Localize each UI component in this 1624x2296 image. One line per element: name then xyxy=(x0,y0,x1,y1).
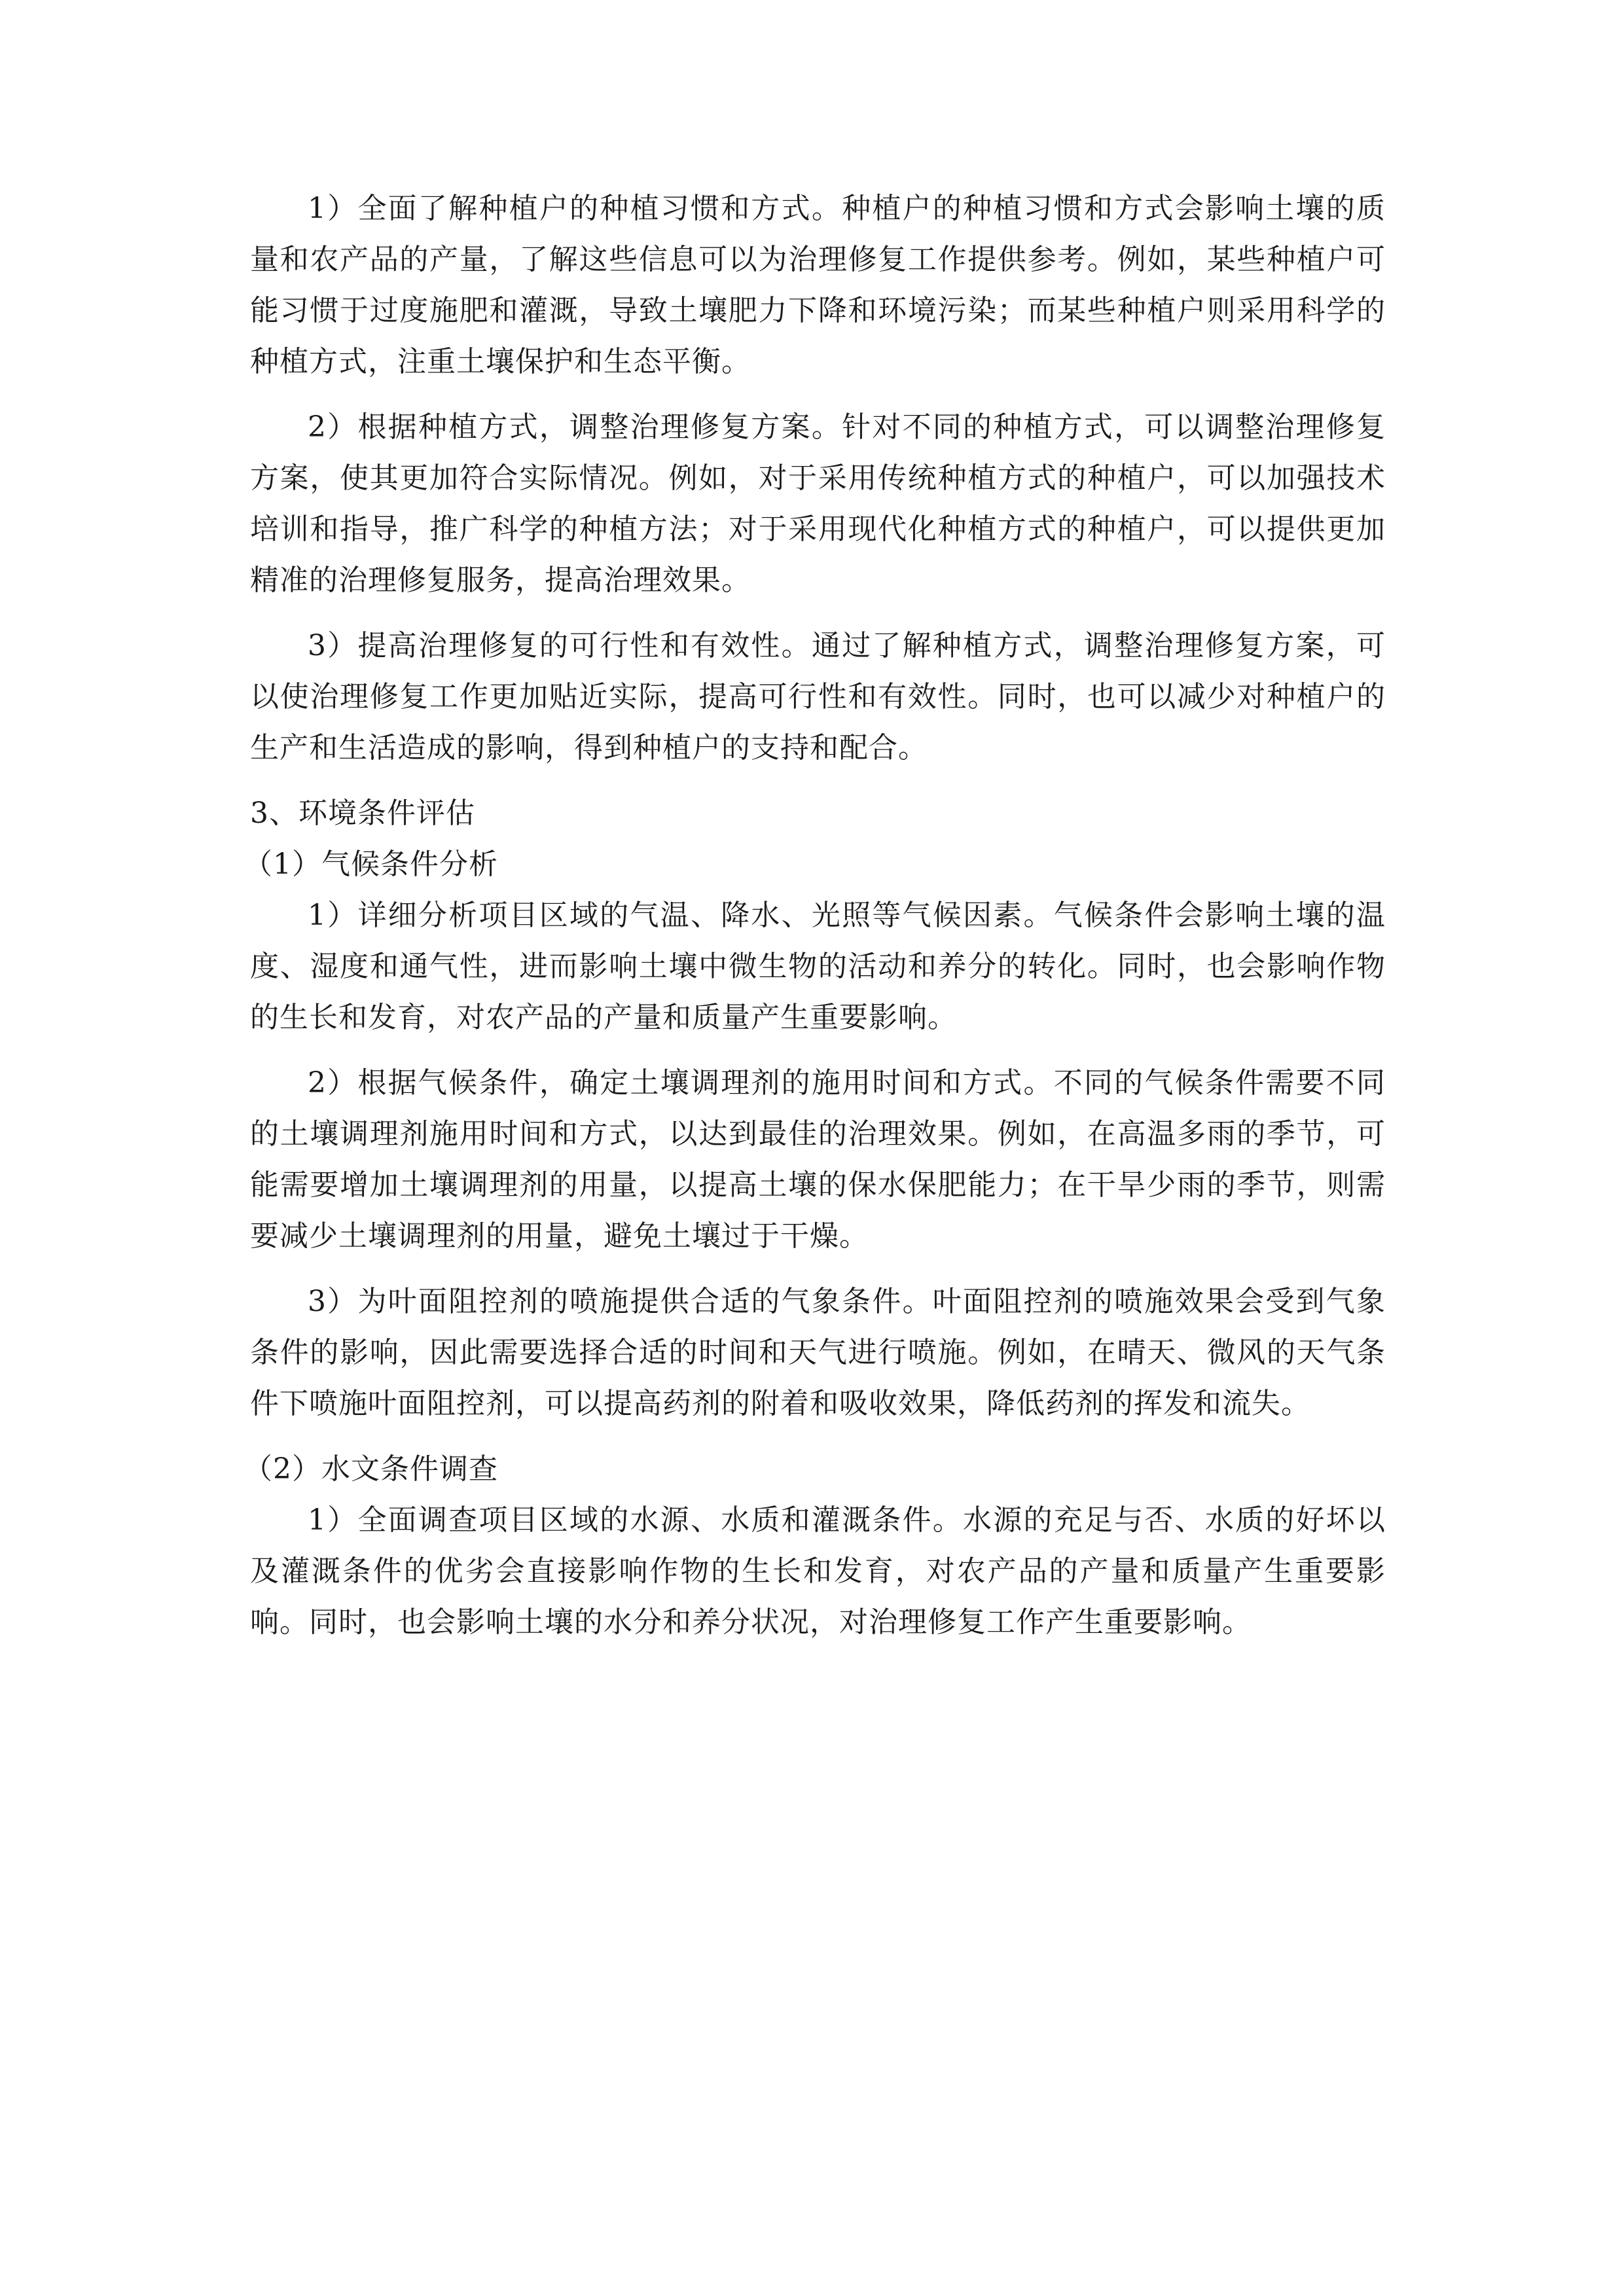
paragraph-adjust-plan: 2）根据种植方式，调整治理修复方案。针对不同的种植方式，可以调整治理修复方案，使其更加符合实际情况。例如，对于采用传统种植方式的种植户，可以加强技术培训和指导，推广科学的种植方法；对于采用现代化种植方式的种植户，可以提供更加精准的治理修复服务，提高治理效果。 xyxy=(250,410,1386,597)
paragraph-conditioner-timing: 2）根据气候条件，确定土壤调理剂的施用时间和方式。不同的气候条件需要不同的土壤调理剂施用时间和方式，以达到最佳的治理效果。例如，在高温多雨的季节，可能需要增加土壤调理剂的用量，以提高土壤的保水保肥能力；在干旱少雨的季节，则需要减少土壤调理剂的用量，避免土壤过于干燥。 xyxy=(250,1066,1386,1253)
paragraph-planting-habits: 1）全面了解种植户的种植习惯和方式。种植户的种植习惯和方式会影响土壤的质量和农产品的产量，了解这些信息可以为治理修复工作提供参考。例如，某些种植户可能习惯于过度施肥和灌溉，导致土壤肥力下降和环境污染；而某些种植户则采用科学的种植方式，注重土壤保护和生态平衡。 xyxy=(250,192,1386,378)
paragraph-feasibility: 3）提高治理修复的可行性和有效性。通过了解种植方式，调整治理修复方案，可以使治理修复工作更加贴近实际，提高可行性和有效性。同时，也可以减少对种植户的生产和生活造成的影响，得到种植户的支持和配合。 xyxy=(250,629,1386,764)
document-body xyxy=(244,183,1386,1648)
paragraph-climate-factors: 1）详细分析项目区域的气温、降水、光照等气候因素。气候条件会影响土壤的温度、湿度和通气性，进而影响土壤中微生物的活动和养分的转化。同时，也会影响作物的生长和发育，对农产品的产量和质量产生重要影响。 xyxy=(250,899,1386,1034)
subsection-heading-climate: （1）气候条件分析 xyxy=(244,848,498,881)
paragraph-water-survey: 1）全面调查项目区域的水源、水质和灌溉条件。水源的充足与否、水质的好坏以及灌溉条件的优劣会直接影响作物的生长和发育，对农产品的产量和质量产生重要影响。同时，也会影响土壤的水分和养分状况，对治理修复工作产生重要影响。 xyxy=(250,1503,1386,1639)
section-heading-environment: 3、环境条件评估 xyxy=(250,797,475,830)
paragraph-foliar-spray: 3）为叶面阻控剂的喷施提供合适的气象条件。叶面阻控剂的喷施效果会受到气象条件的影响，因此需要选择合适的时间和天气进行喷施。例如，在晴天、微风的天气条件下喷施叶面阻控剂，可以提高药剂的附着和吸收效果，降低药剂的挥发和流失。 xyxy=(250,1285,1386,1420)
subsection-heading-hydrology: （2）水文条件调查 xyxy=(244,1452,498,1486)
